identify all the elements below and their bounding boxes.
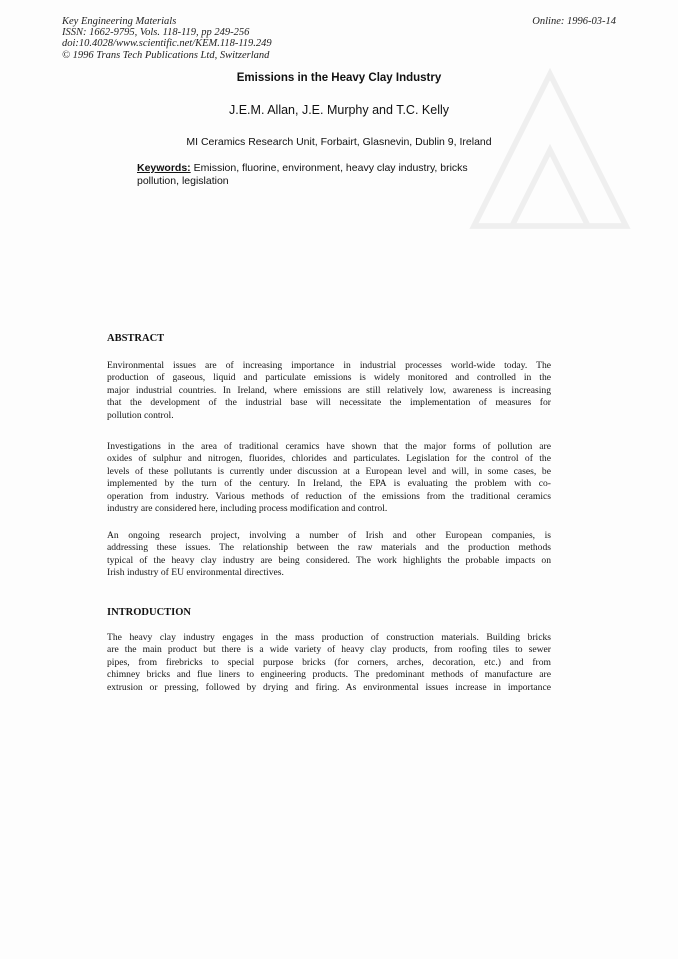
keywords-line-1 [137, 162, 537, 175]
text-line: are the main product but there is a wide variety of heavy clay products, from roofing tiles to sewer [107, 644, 551, 656]
keywords-line-2: pollution, legislation [137, 175, 229, 188]
keywords-text: Emission, fluorine, environment, heavy clay industry, bricks [190, 162, 468, 174]
journal-copyright: © 1996 Trans Tech Publications Ltd, Switzerland [62, 49, 270, 61]
journal-doi[interactable]: doi:10.4028/www.scientific.net/KEM.118-119.249 [62, 38, 272, 50]
text-line: An ongoing research project, involving a number of Irish and other European companies, is [107, 530, 551, 541]
introduction-paragraph-1 [107, 632, 551, 694]
introduction-heading: INTRODUCTION [107, 607, 192, 618]
text-line: pipes, from firebricks to special purpose bricks (for corners, arches, decoration, etc.) and from [107, 656, 551, 668]
abstract-paragraph-1 [107, 360, 551, 422]
text-line: implemented by the turn of the century. In Ireland, the EPA is evaluating the problem with co- [107, 478, 551, 490]
text-line: Environmental issues are of increasing importance in industrial processes world-wide today. The [107, 360, 551, 371]
text-line: industry are considered here, including process modification and control. [107, 503, 388, 515]
text-line: typical of the heavy clay industry are being considered. The work highlights the probable impacts on [107, 554, 551, 566]
text-line: Irish industry of EU environmental directives. [107, 567, 284, 579]
text-line: extrusion or pressing, followed by drying and firing. As environmental issues increase in importance [107, 681, 551, 693]
text-line: operation from industry. Various methods of reduction of the emissions from the traditional ceramics [107, 490, 551, 502]
journal-name: Key Engineering Materials [62, 16, 177, 27]
abstract-heading: ABSTRACT [107, 333, 165, 344]
keywords [137, 162, 537, 188]
online-date: Online: 1996-03-14 [532, 16, 616, 27]
paper-authors: J.E.M. Allan, J.E. Murphy and T.C. Kelly [229, 103, 449, 117]
text-line: chimney bricks and flue liners to engineering products. The predominant methods of manufacture are [107, 669, 551, 681]
text-line: pollution control. [107, 409, 174, 421]
text-line: oxides of sulphur and nitrogen, fluorides, chlorides and particulates. Legislation for the control of the [107, 453, 551, 465]
text-line: that the development of the industrial base will necessitate the implementation of measures for [107, 397, 551, 409]
text-line: levels of these pollutants is currently under discussion at a European level and will, in some cases, be [107, 465, 551, 477]
paper-title: Emissions in the Heavy Clay Industry [236, 72, 442, 84]
journal-info [62, 16, 272, 61]
text-line: Investigations in the area of traditional ceramics have shown that the major forms of pollution are [107, 441, 551, 452]
text-line: major industrial countries. In Ireland, where emissions are still relatively low, awareness is increasing [107, 384, 551, 396]
paper-affiliation: MI Ceramics Research Unit, Forbairt, Glasnevin, Dublin 9, Ireland [186, 136, 492, 148]
abstract-paragraph-3 [107, 530, 551, 580]
abstract-paragraph-2 [107, 441, 551, 515]
text-line: addressing these issues. The relationship between the raw materials and the production methods [107, 542, 551, 554]
text-line: The heavy clay industry engages in the mass production of construction materials. Building bricks [107, 632, 551, 643]
text-line: production of gaseous, liquid and particulate emissions is widely monitored and controlled in the [107, 372, 551, 384]
journal-issn: ISSN: 1662-9795, Vols. 118-119, pp 249-256 [62, 27, 250, 39]
keywords-label: Keywords: [137, 162, 191, 174]
